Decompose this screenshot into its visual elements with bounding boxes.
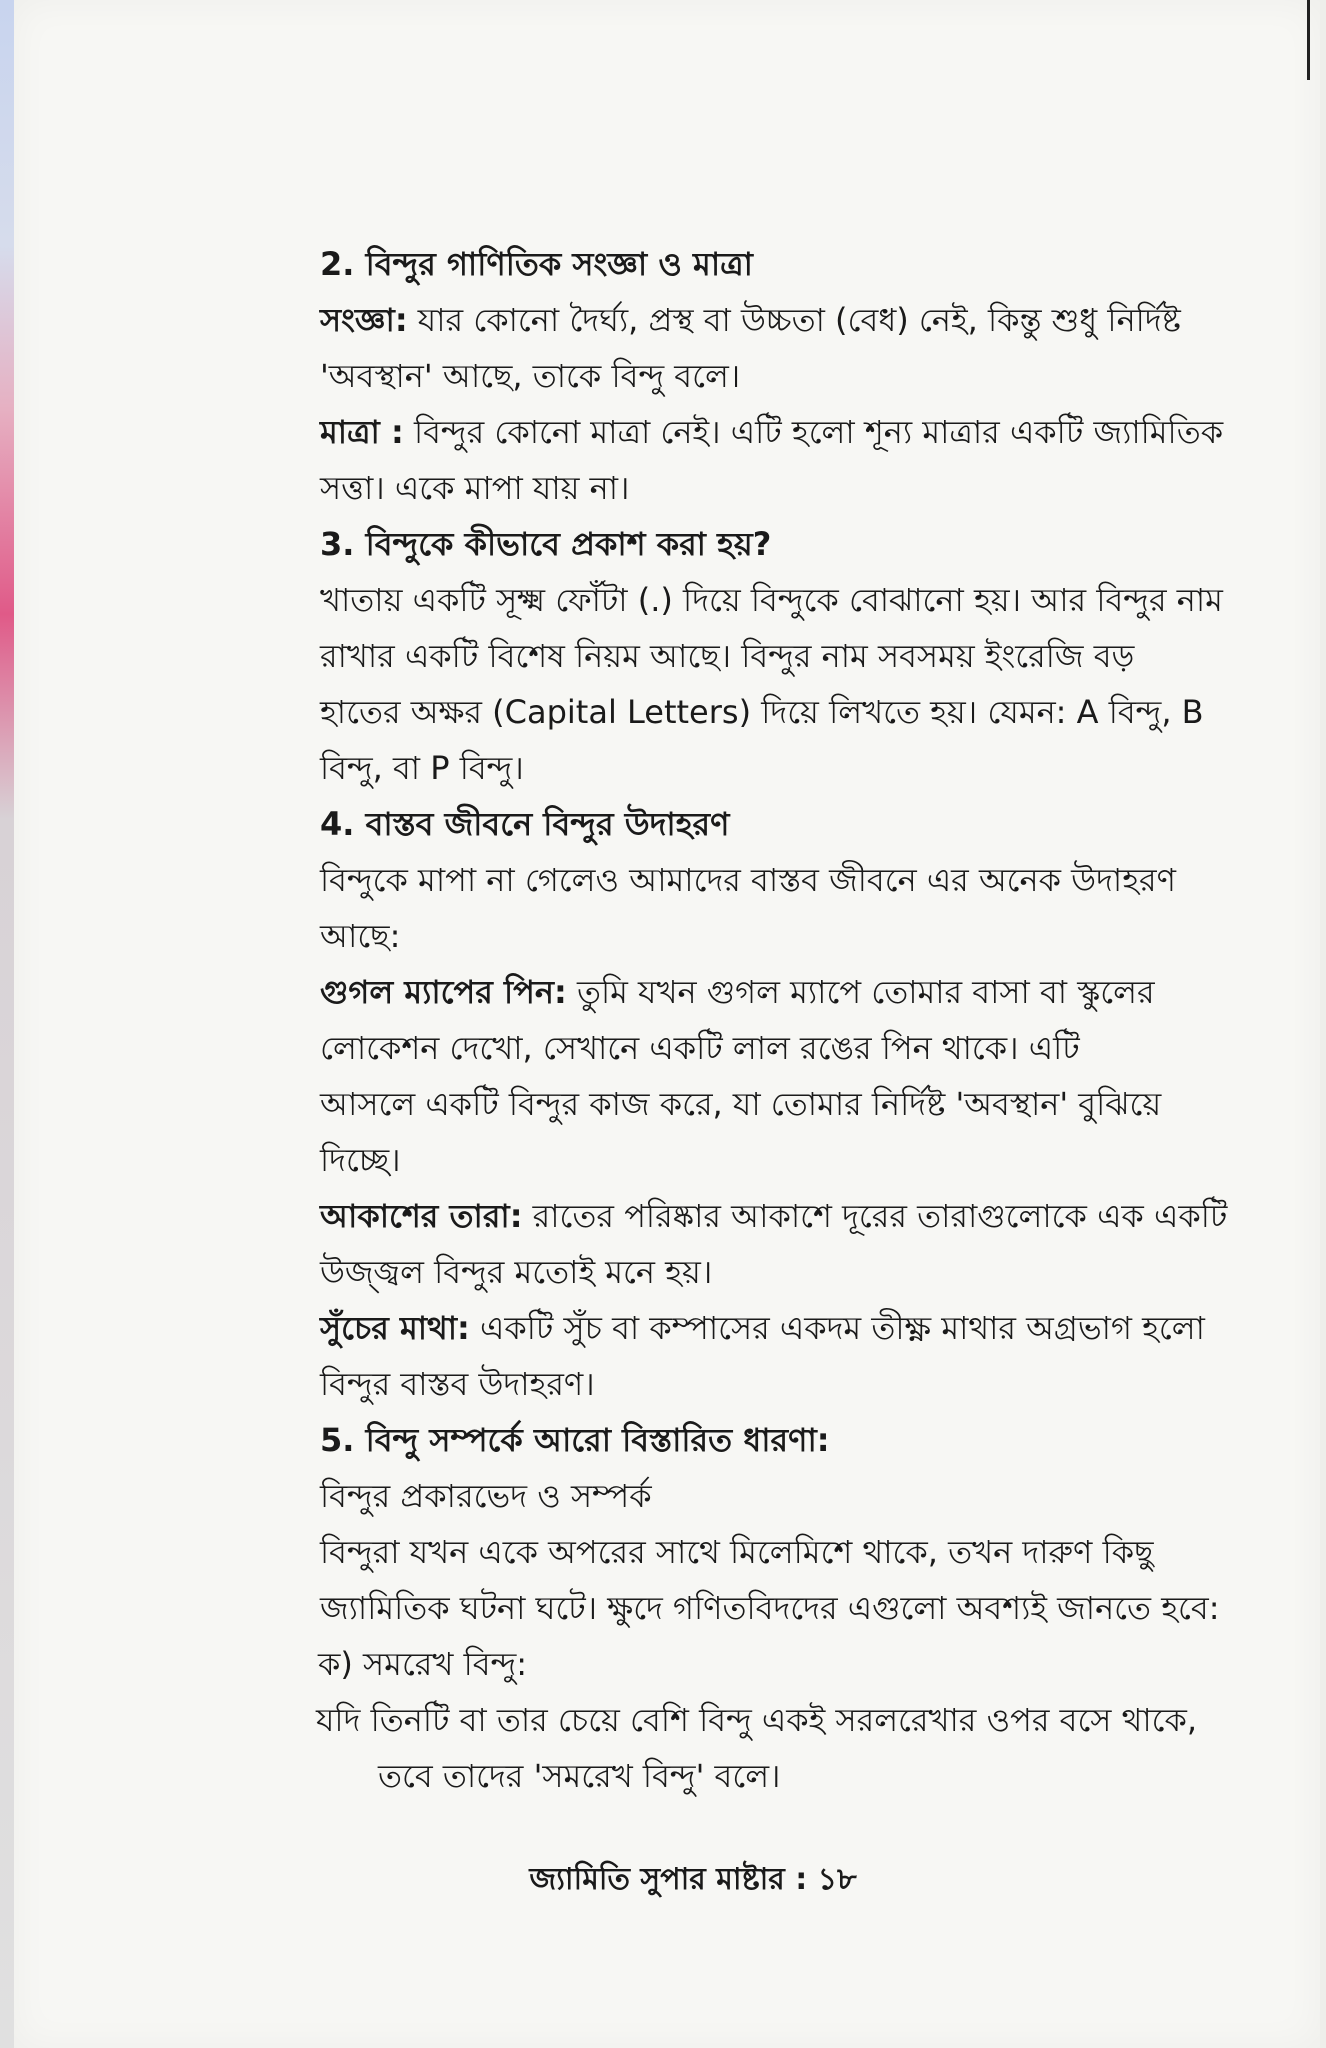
- section-3-line-1: খাতায় একটি সূক্ষ্ম ফোঁটা (.) দিয়ে বিন্দুকে বোঝানো হয়। আর বিন্দুর নাম: [320, 581, 1223, 619]
- definition-label: সংজ্ঞা:: [320, 301, 408, 339]
- section-5-heading: 5. বিন্দু সম্পর্কে আরো বিস্তারিত ধারণা:: [320, 1421, 830, 1459]
- section-5-line-1: বিন্দুরা যখন একে অপরের সাথে মিলেমিশে থাকে, তখন দারুণ কিছু: [320, 1533, 1154, 1571]
- section-3-line-3: হাতের অক্ষর (Capital Letters) দিয়ে লিখতে হয়। যেমন: A বিন্দু, B: [320, 693, 1204, 731]
- section-4-intro-1: বিন্দুকে মাপা না গেলেও আমাদের বাস্তব জীবনে এর অনেক উদাহরণ: [320, 861, 1176, 899]
- dimension-label: মাত্রা :: [320, 413, 404, 451]
- definition-line-2: 'অবস্থান' আছে, তাকে বিন্দু বলে।: [320, 357, 741, 395]
- section-4-intro-2: আছে:: [320, 917, 401, 955]
- example-2-label: আকাশের তারা:: [320, 1197, 523, 1235]
- collinear-text-2: তবে তাদের 'সমরেখ বিন্দু' বলে।: [378, 1757, 781, 1795]
- section-3-line-4: বিন্দু, বা P বিন্দু।: [320, 749, 524, 787]
- section-3-line-2: রাখার একটি বিশেষ নিয়ম আছে। বিন্দুর নাম সবসময় ইংরেজি বড়: [320, 637, 1135, 675]
- definition-line-1: [320, 292, 1240, 348]
- page-footer: জ্যামিতি সুপার মাষ্টার : ১৮: [529, 1862, 857, 1897]
- section-5-subheading: বিন্দুর প্রকারভেদ ও সম্পর্ক: [320, 1477, 652, 1515]
- section-4-heading: 4. বাস্তব জীবনে বিন্দুর উদাহরণ: [320, 805, 730, 843]
- section-5-line-2: জ্যামিতিক ঘটনা ঘটে। ক্ষুদে গণিতবিদদের এগুলো অবশ্যই জানতে হবে:: [320, 1589, 1220, 1627]
- example-3-line-2: বিন্দুর বাস্তব উদাহরণ।: [320, 1365, 595, 1403]
- section-3-heading: 3. বিন্দুকে কীভাবে প্রকাশ করা হয়?: [320, 525, 772, 563]
- section-2-heading: 2. বিন্দুর গাণিতিক সংজ্ঞা ও মাত্রা: [320, 245, 753, 283]
- example-3-label: সুঁচের মাথা:: [320, 1309, 470, 1347]
- definition-text-1: যার কোনো দৈর্ঘ্য, প্রস্থ বা উচ্চতা (বেধ) নেই, কিন্তু শুধু নির্দিষ্ট: [407, 301, 1181, 339]
- example-2-line-2: উজ্জ্বল বিন্দুর মতোই মনে হয়।: [320, 1253, 713, 1291]
- dimension-line-2: সত্তা। একে মাপা যায় না।: [320, 469, 630, 507]
- example-2-line-1: [320, 1188, 1240, 1244]
- example-1-line-2: লোকেশন দেখো, সেখানে একটি লাল রঙের পিন থাকে। এটি: [320, 1029, 1080, 1067]
- example-3-line-1: [320, 1300, 1240, 1356]
- example-1-label: গুগল ম্যাপের পিন:: [320, 973, 567, 1011]
- page-content: [316, 236, 1240, 1804]
- example-3-text-1: একটি সুঁচ বা কম্পাসের একদম তীক্ষ্ণ মাথার অগ্রভাগ হলো: [469, 1309, 1205, 1347]
- example-2-text-1: রাতের পরিষ্কার আকাশে দূরের তারাগুলোকে এক একটি: [522, 1197, 1228, 1235]
- example-1-text-1: তুমি যখন গুগল ম্যাপে তোমার বাসা বা স্কুলের: [566, 973, 1155, 1011]
- collinear-text-1: যদি তিনটি বা তার চেয়ে বেশি বিন্দু একই সরলরেখার ওপর বসে থাকে,: [316, 1701, 1198, 1739]
- example-1-line-4: দিচ্ছে।: [320, 1141, 401, 1179]
- example-1-line-1: [320, 964, 1240, 1020]
- example-1-line-3: আসলে একটি বিন্দুর কাজ করে, যা তোমার নির্দিষ্ট 'অবস্থান' বুঝিয়ে: [320, 1085, 1162, 1123]
- page-spine-mark: [1307, 0, 1310, 80]
- dimension-text-1: বিন্দুর কোনো মাত্রা নেই। এটি হলো শূন্য মাত্রার একটি জ্যামিতিক: [403, 413, 1224, 451]
- collinear-label: ক) সমরেখ বিন্দু:: [318, 1645, 528, 1683]
- book-edge-strip: [0, 0, 14, 2048]
- dimension-line-1: [320, 404, 1240, 460]
